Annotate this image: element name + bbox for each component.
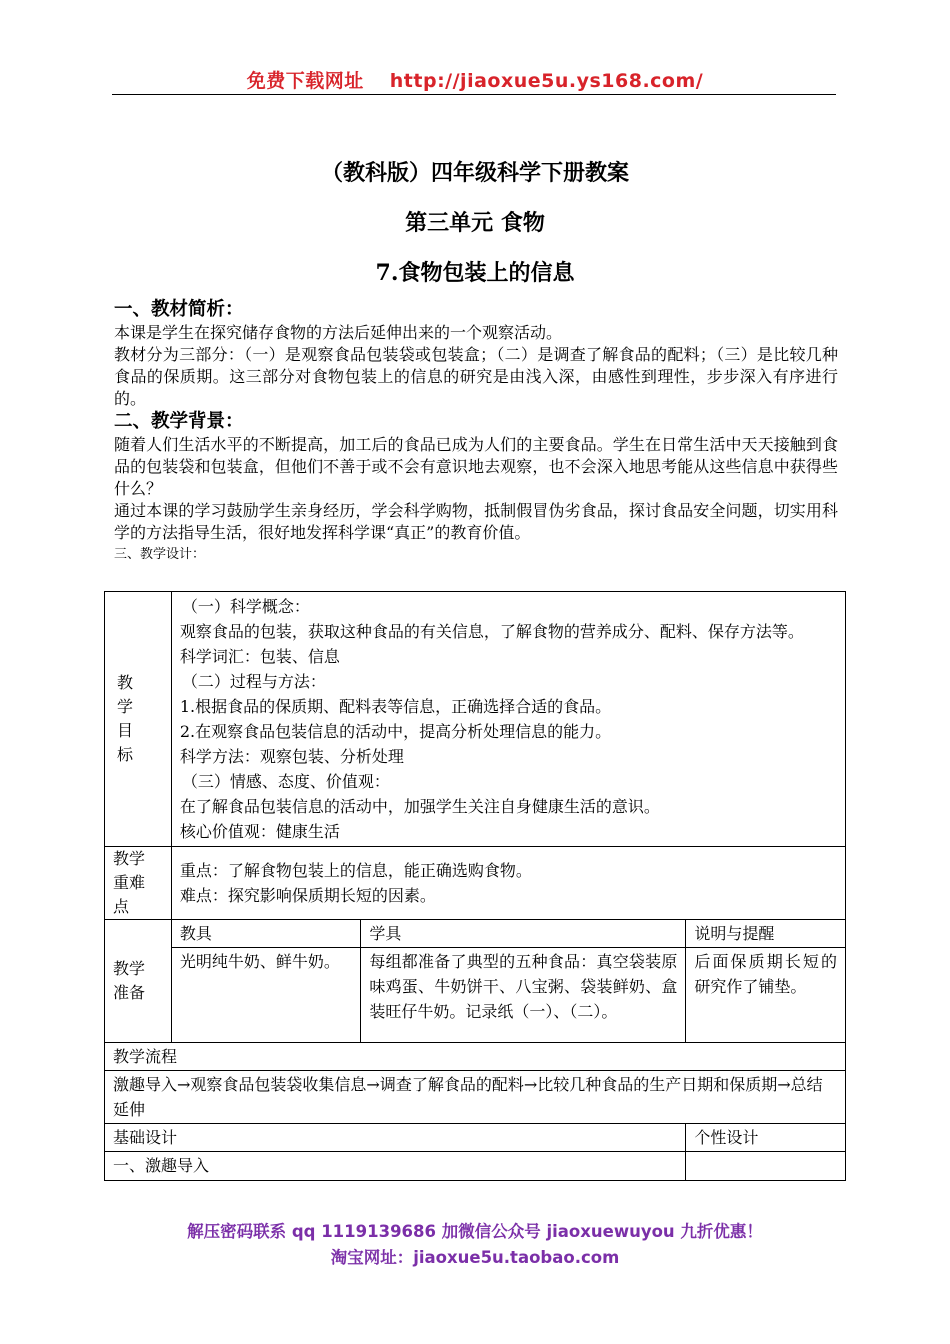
difficult-point: 难点：探究影响保质期长短的因素。 <box>179 886 436 905</box>
flow-text: 激趣导入→观察食品包装袋收集信息→调查了解食品的配料→比较几种食品的生产日期和保质期→总结延伸 <box>105 1071 846 1124</box>
goals-line: 1.根据食品的保质期、配料表等信息，正确选择合适的食品。 <box>179 697 612 716</box>
keypoints-content <box>171 847 845 920</box>
background-paragraph-2: 通过本课的学习鼓励学生亲身经历，学会科学购物，抵制假冒伪劣食品，探讨食品安全问题，切实用科学的方法指导生活，很好地发挥科学课“真正”的教育价值。 <box>114 501 838 542</box>
prep-student-header: 学具 <box>361 920 686 948</box>
goals-content <box>171 592 845 847</box>
lesson-plan-table <box>104 591 846 1181</box>
lesson-title: 7.食物包装上的信息 <box>375 260 575 286</box>
goals-label-char: 目 <box>117 721 134 740</box>
table-row-flow-label <box>105 1043 846 1071</box>
flow-label: 教学流程 <box>105 1043 846 1071</box>
table-row-step <box>105 1152 846 1181</box>
prep-notes-header: 说明与提醒 <box>686 920 846 948</box>
analysis-paragraph-2: 教材分为三部分：（一）是观察食品包装袋或包装盒；（二）是调查了解食品的配料；（三）是比较几种食品的保质期。这三部分对食物包装上的信息的研究是由浅入深，由感性到理性，步步深入有序进行的。 <box>114 345 838 408</box>
goals-line: （一）科学概念： <box>181 597 310 616</box>
key-point: 重点：了解食物包装上的信息，能正确选购食物。 <box>179 861 532 880</box>
keypoints-label-line: 教学 <box>113 849 146 868</box>
table-row-keypoints <box>105 847 846 920</box>
analysis-paragraph-1: 本课是学生在探究储存食物的方法后延伸出来的一个观察活动。 <box>114 323 563 342</box>
keypoints-label <box>105 847 172 920</box>
footer-contact: 解压密码联系 qq 1119139686 加微信公众号 jiaoxuewuyou 九折优惠！ <box>187 1222 763 1241</box>
goals-label-char: 学 <box>117 697 134 716</box>
prep-teacher-header: 教具 <box>171 920 360 948</box>
background-paragraph-1: 随着人们生活水平的不断提高，加工后的食品已成为人们的主要食品。学生在日常生活中天天接触到食品的包装袋和包装盒，但他们不善于或不会有意识地去观察，也不会深入地思考能从这些信息中获得些什么？ <box>114 435 838 498</box>
table-row-goals <box>105 592 846 847</box>
goals-line: （二）过程与方法： <box>181 672 326 691</box>
prep-student-materials: 每组都准备了典型的五种食品：真空袋装原味鸡蛋、牛奶饼干、八宝粥、袋装鲜奶、盒装旺仔牛奶。记录纸（一）、（二）。 <box>361 948 686 1043</box>
document-title: （教科版）四年级科学下册教案 <box>320 160 629 186</box>
lesson-body <box>114 298 838 564</box>
goals-line: 2.在观察食品包装信息的活动中，提高分析处理信息的能力。 <box>179 722 612 741</box>
table-row-prep-content <box>105 948 846 1043</box>
goals-label-char: 教 <box>117 673 134 692</box>
section-heading-analysis: 一、教材简析： <box>114 299 244 320</box>
basic-design-header: 基础设计 <box>105 1124 686 1152</box>
prep-label-line: 教学 <box>113 959 146 978</box>
prep-teacher-materials: 光明纯牛奶、鲜牛奶。 <box>171 948 360 1043</box>
goals-line: 观察食品的包装，获取这种食品的有关信息，了解食物的营养成分、配料、保存方法等。 <box>179 622 804 641</box>
keypoints-label-line: 点 <box>113 897 130 916</box>
step-intro: 一、激趣导入 <box>105 1152 686 1181</box>
header-download-link[interactable] <box>0 66 950 93</box>
goals-label-char: 标 <box>117 745 134 764</box>
header-rule <box>112 94 836 95</box>
footer-taobao-link[interactable]: 淘宝网址：jiaoxue5u.taobao.com <box>330 1248 620 1267</box>
header-label: 免费下载网址 <box>246 70 364 92</box>
keypoints-label-line: 重难 <box>113 873 146 892</box>
table-row-design-header <box>105 1124 846 1152</box>
table-row-flow <box>105 1071 846 1124</box>
goals-line: （三）情感、态度、价值观： <box>181 772 390 791</box>
personal-design-header: 个性设计 <box>686 1124 846 1152</box>
goals-line: 科学方法：观察包装、分析处理 <box>179 747 404 766</box>
goals-label <box>105 592 172 847</box>
prep-label <box>105 920 172 1043</box>
section-heading-design: 三、教学设计： <box>114 547 206 562</box>
goals-line: 在了解食品包装信息的活动中，加强学生关注自身健康生活的意识。 <box>179 797 660 816</box>
table-row-prep-header <box>105 920 846 948</box>
header-url[interactable]: http://jiaoxue5u.ys168.com/ <box>389 70 704 92</box>
prep-label-line: 准备 <box>113 983 146 1002</box>
step-intro-personal <box>686 1152 846 1181</box>
unit-title: 第三单元 食物 <box>405 210 545 236</box>
goals-line: 核心价值观：健康生活 <box>179 822 340 841</box>
section-heading-background: 二、教学背景： <box>114 411 244 432</box>
prep-notes: 后面保质期长短的研究作了铺垫。 <box>686 948 846 1043</box>
goals-line: 科学词汇：包装、信息 <box>179 647 340 666</box>
